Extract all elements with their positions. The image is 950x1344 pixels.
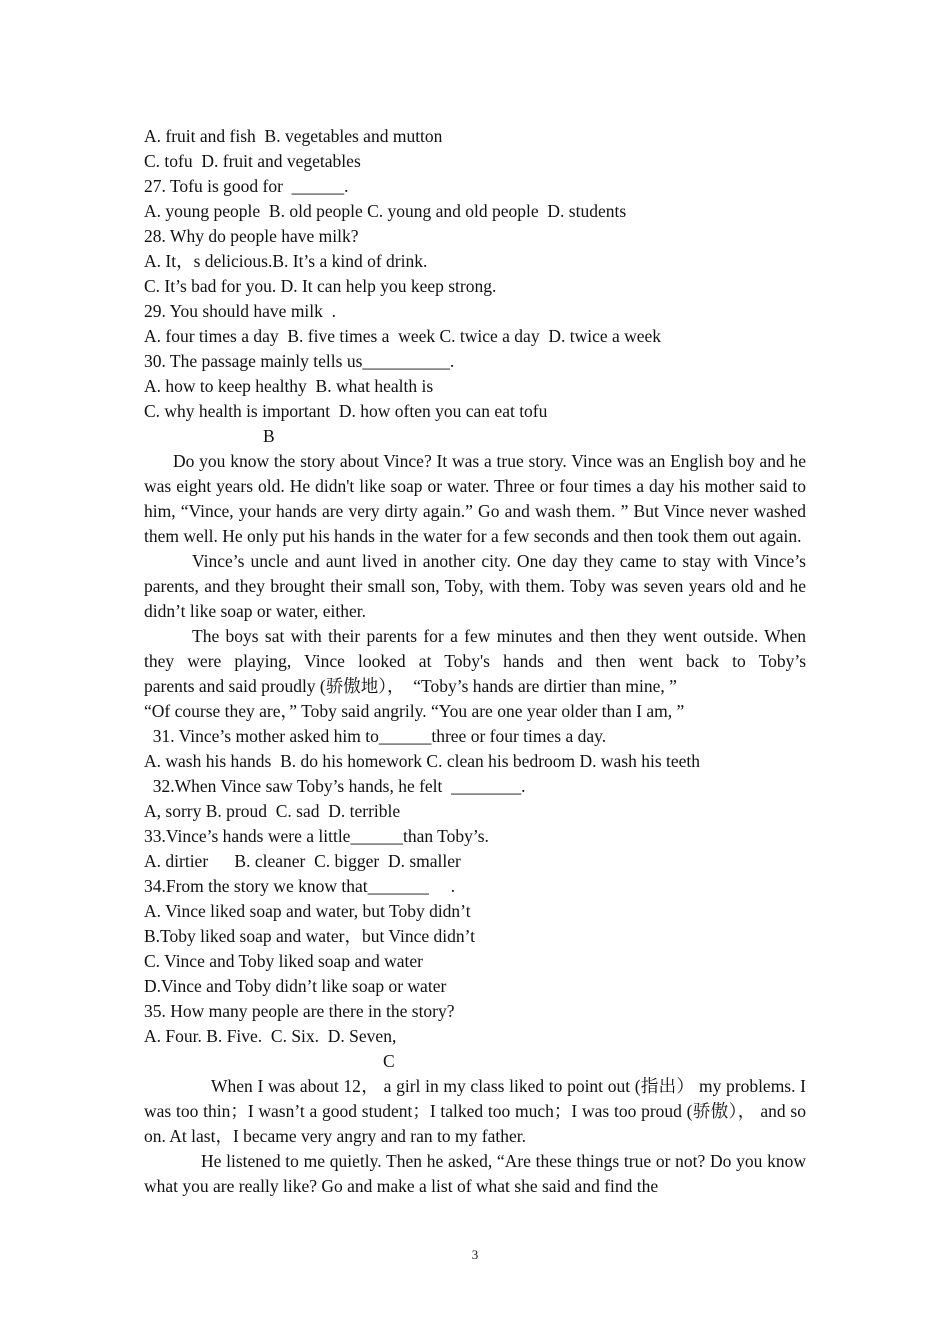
section-b-paragraph-3-end: parents and said proudly (骄傲地）， “Toby’s hands are dirtier than mine, ”	[144, 676, 677, 696]
q26-options-line2: C. tofu D. fruit and vegetables	[144, 151, 361, 171]
q33-question: 33.Vince’s hands were a little______than Toby’s.	[144, 826, 489, 846]
q32-question: 32.When Vince saw Toby’s hands, he felt ________.	[144, 776, 526, 796]
q27-question: 27. Tofu is good for ______.	[144, 176, 349, 196]
q32-options: A, sorry B. proud C. sad D. terrible	[144, 801, 401, 821]
q35-question: 35. How many people are there in the story?	[144, 1001, 455, 1021]
section-b-paragraph-3: The boys sat with their parents for a few minutes and then they went outside. When they were playing, Vince looked at Toby's hands and then went back to Toby’s	[144, 626, 806, 671]
q29-options: A. four times a day B. five times a week C. twice a day D. twice a week	[144, 326, 662, 346]
q27-options: A. young people B. old people C. young and old people D. students	[144, 201, 627, 221]
q28-options-line2: C. It’s bad for you. D. It can help you keep strong.	[144, 276, 497, 296]
q34-option-b: B.Toby liked soap and water，but Vince didn’t	[144, 926, 475, 946]
section-c-paragraph-1: When I was about 12， a girl in my class liked to point out (指出） my problems. I was too thin；I wasn’t a good student；I talked too much；I was too proud (骄傲）， and so on. At last，I became very angry and ran to my father.	[144, 1076, 806, 1146]
q34-option-a: A. Vince liked soap and water, but Toby didn’t	[144, 901, 471, 921]
q34-option-c: C. Vince and Toby liked soap and water	[144, 951, 423, 971]
section-b-heading: B	[263, 426, 275, 446]
q30-question: 30. The passage mainly tells us__________.	[144, 351, 455, 371]
q34-option-d: D.Vince and Toby didn’t like soap or water	[144, 976, 447, 996]
q31-options: A. wash his hands B. do his homework C. clean his bedroom D. wash his teeth	[144, 751, 701, 771]
q35-options: A. Four. B. Five. C. Six. D. Seven,	[144, 1026, 397, 1046]
q26-options-line1: A. fruit and fish B. vegetables and mutton	[144, 126, 443, 146]
q31-question: 31. Vince’s mother asked him to______three or four times a day.	[144, 726, 607, 746]
section-c-heading: C	[383, 1051, 395, 1071]
q30-options-line1: A. how to keep healthy B. what health is	[144, 376, 434, 396]
page-number: 3	[471, 1247, 479, 1262]
document-page	[144, 124, 806, 1199]
q33-options: A. dirtier B. cleaner C. bigger D. smaller	[144, 851, 461, 871]
q30-options-line2: C. why health is important D. how often you can eat tofu	[144, 401, 548, 421]
q28-question: 28. Why do people have milk?	[144, 226, 359, 246]
q28-options-line1: A. It，s delicious.B. It’s a kind of drink.	[144, 251, 428, 271]
section-b-paragraph-2: Vince’s uncle and aunt lived in another city. One day they came to stay with Vince’s parents, and they brought their small son, Toby, with them. Toby was seven years old and he didn’t like soap or water, either.	[144, 551, 806, 621]
section-c-paragraph-2: He listened to me quietly. Then he asked, “Are these things true or not? Do you know what you are really like? Go and make a list of what she said and find the	[144, 1151, 806, 1196]
section-b-paragraph-1: Do you know the story about Vince? It was a true story. Vince was an English boy and he was eight years old. He didn't like soap or water. Three or four times a day his mother said to him, “Vince, your hands are very dirty again.” Go and wash them. ” But Vince never washed them well. He only put his hands in the water for a few seconds and then took them out again.	[144, 451, 806, 546]
q29-question: 29. You should have milk .	[144, 301, 337, 321]
section-b-paragraph-4: “Of course they are，” Toby said angrily. “You are one year older than I am, ”	[144, 701, 685, 721]
q34-question: 34.From the story we know that_______ .	[144, 876, 456, 896]
